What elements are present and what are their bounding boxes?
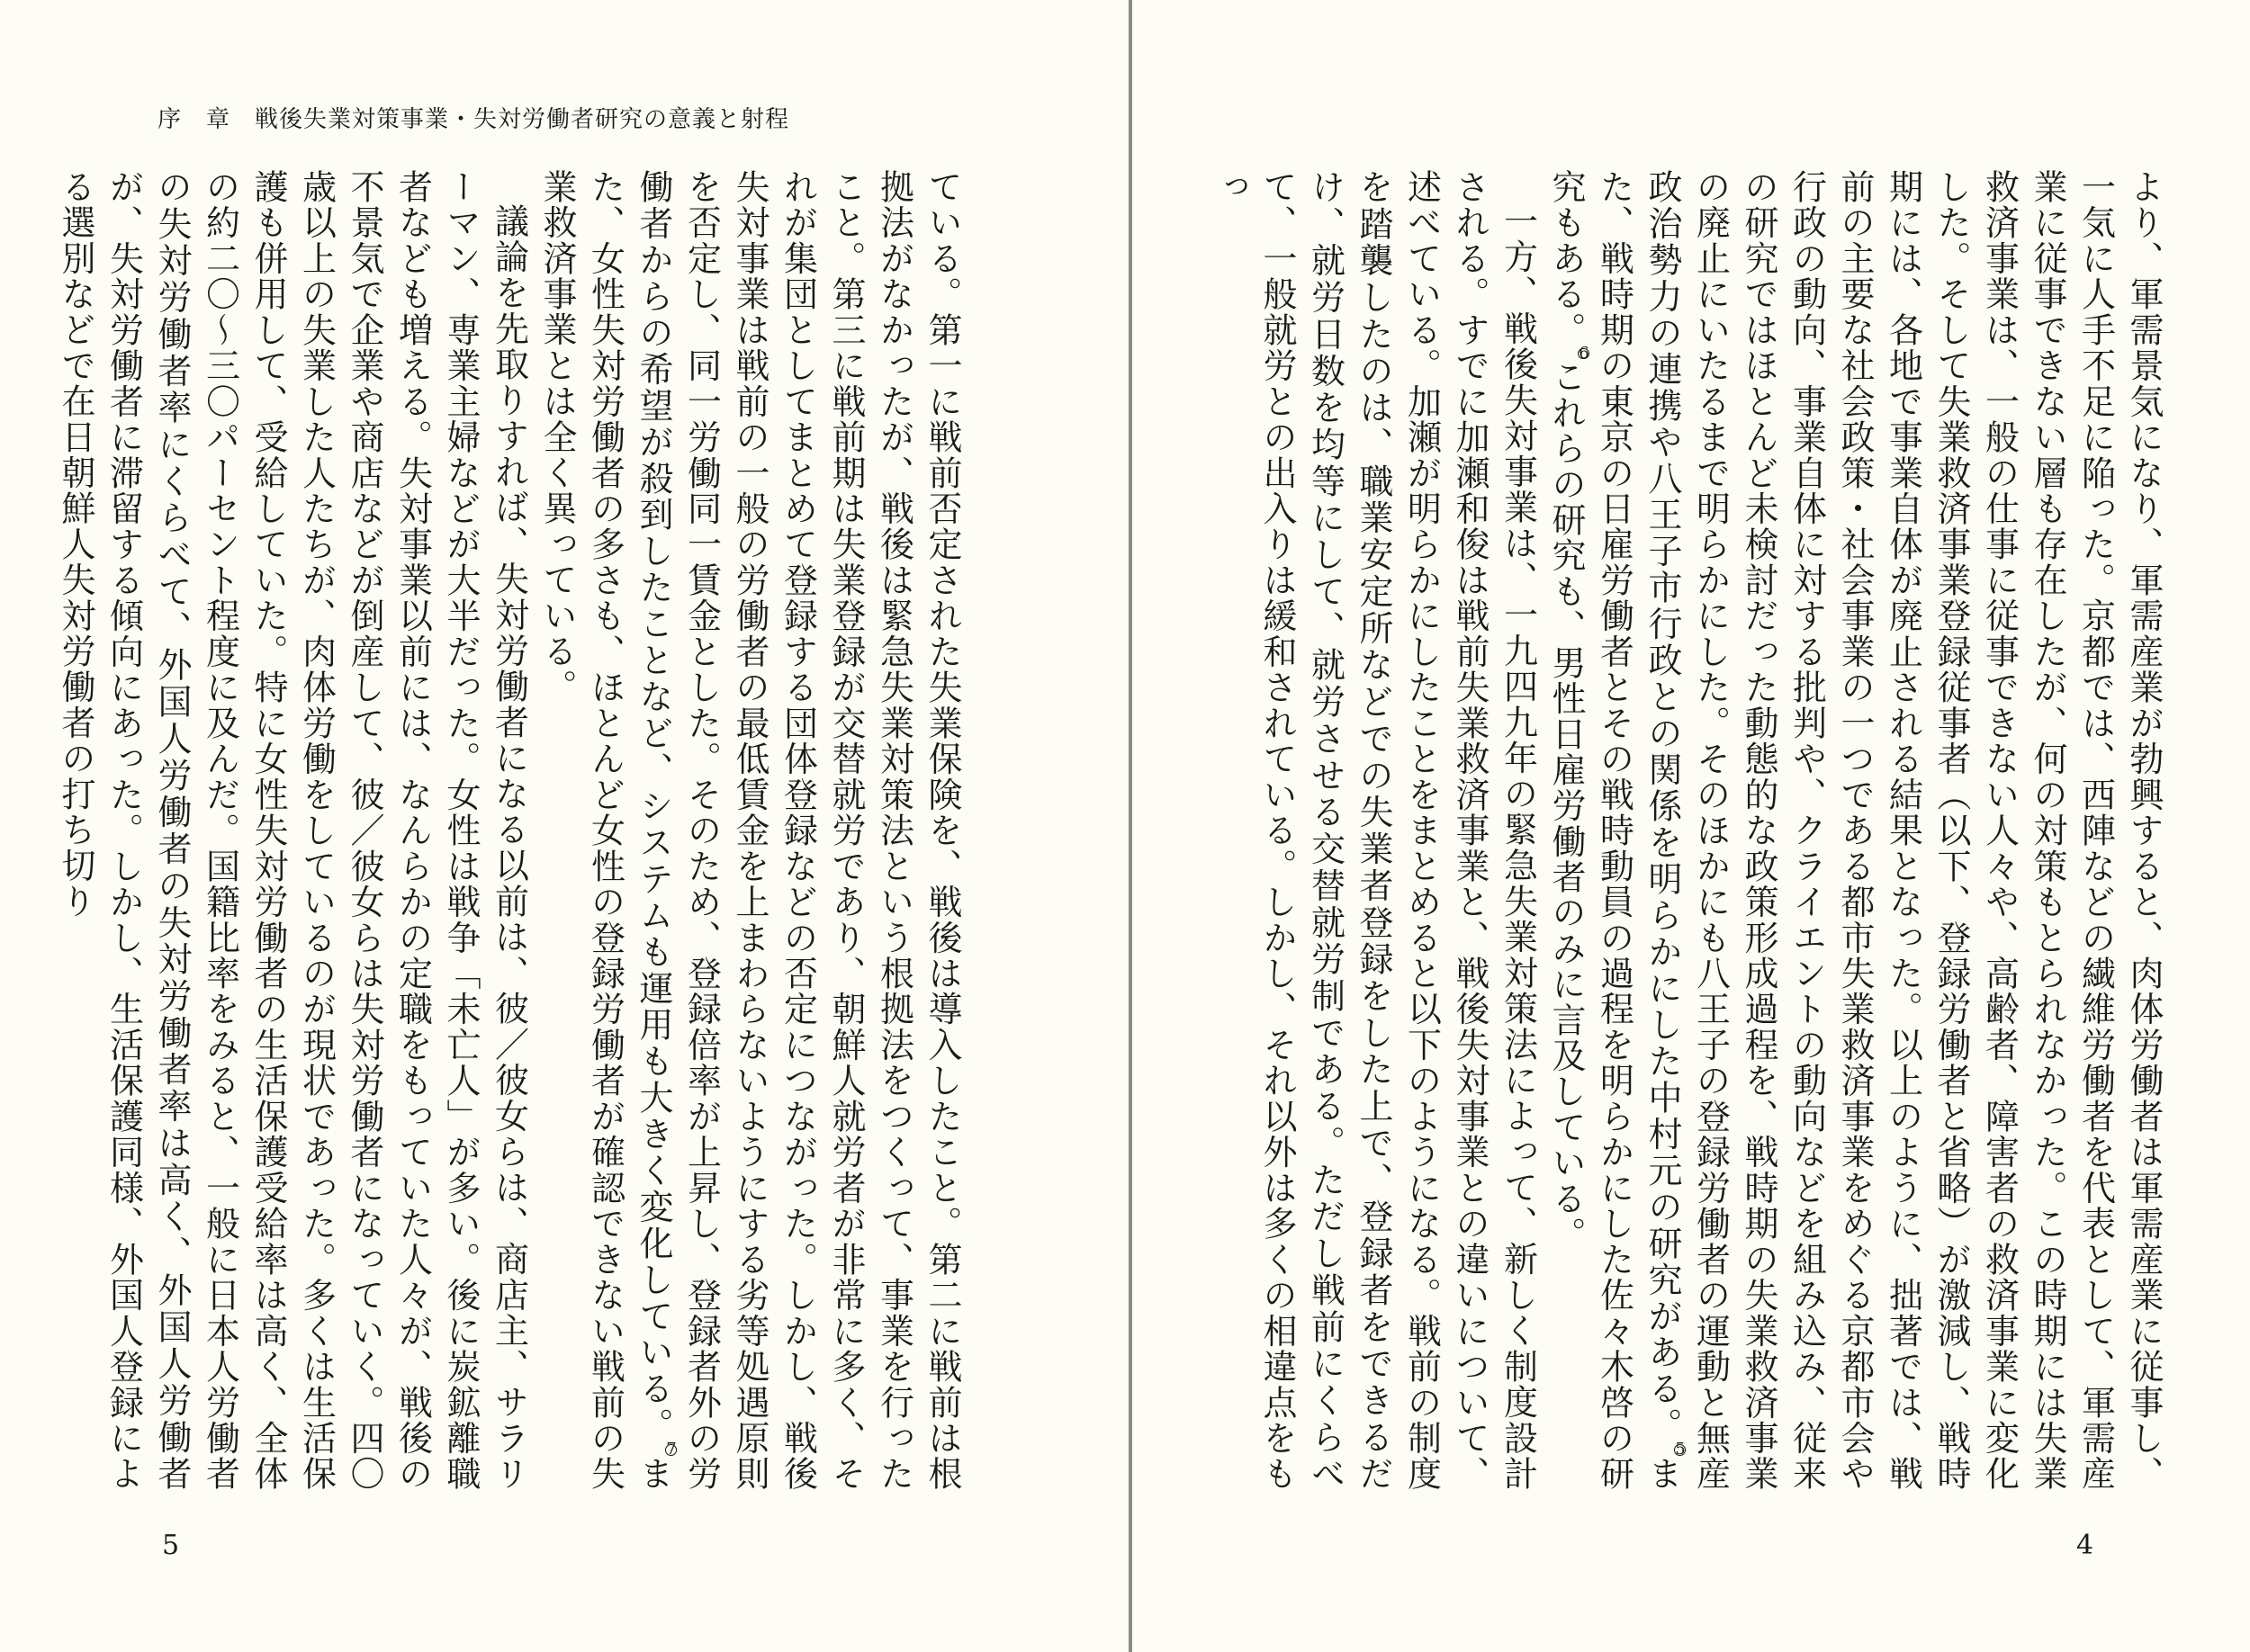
- footnote-marker: 7: [666, 1439, 679, 1459]
- footnote-marker: 5: [1675, 1439, 1688, 1459]
- gutter-divider: [1129, 0, 1132, 1652]
- paragraph-text: より、軍需景気になり、軍需産業が勃興すると、肉体労働者は軍需産業に従事し、一気に人手不足に陥った。京都では、西陣などの繊維労働者を代表として、軍需産業に従事できない層も存在したが、何の対策もとられなかった。この時期には失業救済事業は、一般の仕事に従事できない人々や、高齢者、障害者の救済事業に変化した。そして失業救済事業登録従事者（以下、登録労働者と省略）が激減し、戦時期には、各地で事業自体が廃止される結果となった。以上のように、拙著では、戦前の主要な社会政策・社会事業の一つである都市失業救済事業をめぐる京都市会や行政の動向、事業自体に対する批判や、クライエントの動向などを組み込み、従来の研究ではほとんど未検討だった動態的な政策形成過程を、戦時期の失業救済事業の廃止にいたるまで明らかにした。そのほかにも八王子の登録労働者の運動と無産政治勢力の連携や八王子市行政との関係を明らかにした中村元の研究がある。: [1642, 169, 2164, 1492]
- page-number: 5: [162, 1530, 180, 1561]
- footnote-marker: 6: [1579, 343, 1591, 363]
- paragraph-text: これらの研究も、男性日雇労働者のみに言及している。: [1546, 359, 1586, 1252]
- paragraph-text: 一方、戦後失対事業は、一九四九年の緊急失業対策法によって、新しく制度設計される。すでに加瀬和俊は戦前失業救済事業と、戦後失対事業との違いについて、述べている。加瀬が明らかにしたことをまとめると以下のようになる。戦前の制度を踏襲したのは、職業安定所などでの失業者登録をした上で、登録者をできるだけ、就労日数を均等にして、就労させる交替就労制である。ただし戦前にくらべて、一般就労との出入りは緩和されている。しかし、それ以外は多くの相違点をもっ: [1209, 169, 1538, 1492]
- paragraph: [533, 169, 967, 1492]
- paragraph: [51, 169, 533, 1492]
- page-number: 4: [2076, 1530, 2094, 1561]
- paragraph-text: 議論を先取りすれば、失対労働者になる以前は、彼／彼女らは、商店主、サラリーマン、専業主婦などが大半だった。女性は戦争「未亡人」が多い。後に炭鉱離職者なども増える。失対事業以前には、なんらかの定職をもっていた人々が、戦後の不景気で企業や商店などが倒産して、彼／彼女らは失対労働者になっていく。四〇歳以上の失業した人たちが、肉体労働をしているのが現状であった。多くは生活保護も併用して、受給していた。特に女性失対労働者の生活保護受給率は高く、全体の約二〇〜三〇パーセント程度に及んだ。国籍比率をみると、一般に日本人労働者の失対労働者率にくらべて、外国人労働者の失対労働者率は高く、外国人労働者が、失対労働者に滞留する傾向にあった。しかし、生活保護同様、外国人登録による選別などで在日朝鮮人失対労働者の打ち切り: [56, 169, 529, 1492]
- right-page-body: [1209, 169, 2167, 1493]
- paragraph-text: また、戦時期の東京の日雇労働者とその戦時動員の過程を明らかにした佐々木啓の研究もある。: [1546, 169, 1682, 1493]
- running-header: 序 章 戦後失業対策事業・失対労働者研究の意義と射程: [158, 106, 790, 133]
- paragraph-text: ている。第一に戦前否定された失業保険を、戦後は導入したこと。第二に戦前は根拠法がなかったが、戦後は緊急失業対策法という根拠法をつくって、事業を行ったこと。第三に戦前期は失業登録が交替就労であり、朝鮮人就労者が非常に多く、それが集団としてまとめて登録する団体登録などの否定につながった。しかし、戦後失対事業は戦前の一般の労働者の最低賃金を上まわらないようにする劣等処遇原則を否定し、同一労働同一賃金とした。そのため、登録倍率が上昇し、登録者外の労働者からの希望が殺到したことなど、システムも運用も大きく変化している。: [634, 169, 962, 1492]
- paragraph: [1204, 169, 1542, 1492]
- paragraph-text: また、女性失対労働者の多さも、ほとんど女性の登録労働者が確認できない戦前の失業救済事業とは全く異っている。: [537, 169, 673, 1493]
- paragraph: [1542, 169, 2168, 1492]
- right-page: [1136, 0, 2250, 1652]
- left-page-body: [56, 169, 966, 1493]
